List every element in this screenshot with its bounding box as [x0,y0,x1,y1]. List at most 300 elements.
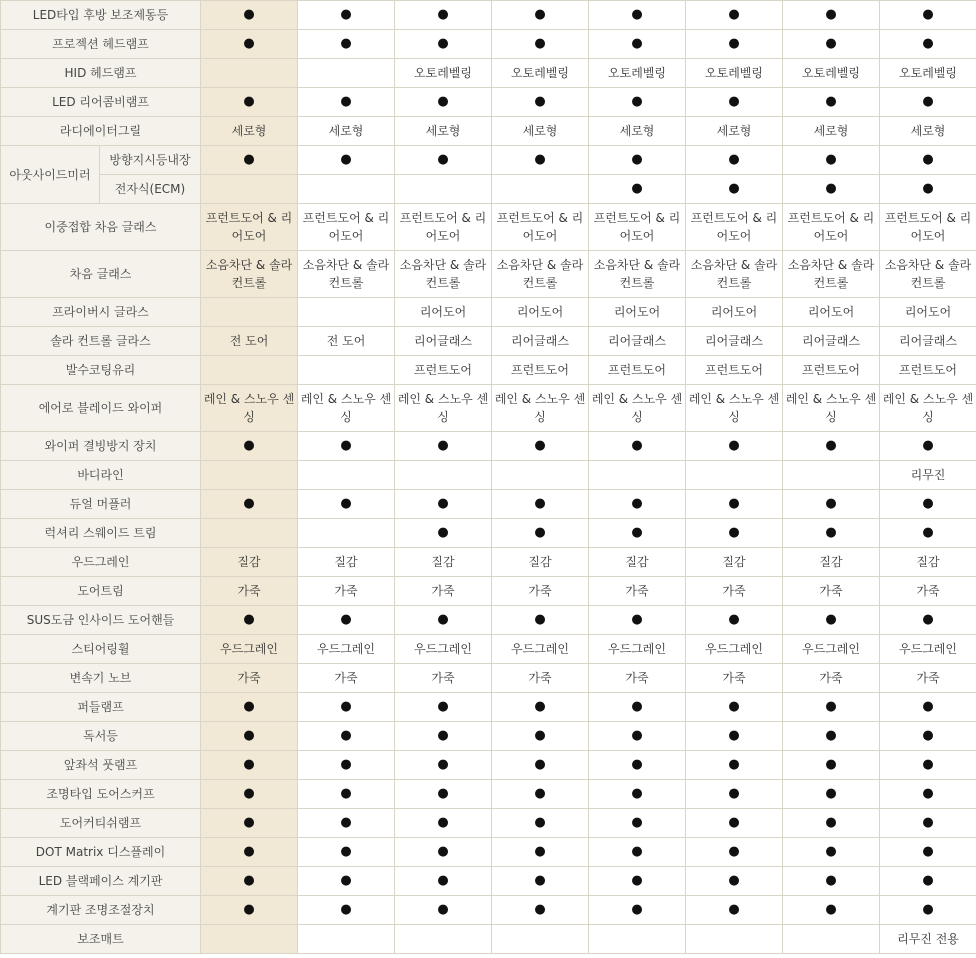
table-cell [783,925,880,954]
row-label: 프로젝션 헤드램프 [1,30,201,59]
table-cell: ● [589,693,686,722]
table-cell: ● [589,88,686,117]
row-label: 우드그레인 [1,548,201,577]
table-cell: ● [201,751,298,780]
table-cell: 우드그레인 [298,635,395,664]
table-cell: 세로형 [589,117,686,146]
table-cell: 레인 & 스노우 센싱 [492,385,589,432]
table-cell: 질감 [298,548,395,577]
table-cell: ● [395,693,492,722]
table-cell: 리어글래스 [492,327,589,356]
row-label: 독서등 [1,722,201,751]
table-cell [201,461,298,490]
row-label: 럭셔리 스웨이드 트림 [1,519,201,548]
table-cell [395,925,492,954]
table-row [1,327,976,356]
table-cell: ● [201,30,298,59]
table-cell: 리어도어 [589,298,686,327]
table-cell: 프런트도어 & 리어도어 [880,204,976,251]
table-cell [298,519,395,548]
table-cell: ● [783,693,880,722]
table-row [1,432,976,461]
table-cell: ● [395,722,492,751]
table-cell: ● [589,838,686,867]
table-cell: 리어도어 [880,298,976,327]
table-cell: 가죽 [589,577,686,606]
table-cell: 프런트도어 & 리어도어 [589,204,686,251]
table-cell: 질감 [783,548,880,577]
table-cell [492,461,589,490]
table-cell: 레인 & 스노우 센싱 [395,385,492,432]
row-label: 계기판 조명조절장치 [1,896,201,925]
table-row [1,490,976,519]
table-cell [201,519,298,548]
table-cell [201,298,298,327]
table-cell [298,298,395,327]
table-cell: ● [880,606,976,635]
table-cell: 오토레벨링 [492,59,589,88]
table-cell: ● [395,867,492,896]
table-cell: ● [201,896,298,925]
row-label: HID 헤드램프 [1,59,201,88]
table-cell: ● [492,432,589,461]
table-cell: 우드그레인 [589,635,686,664]
table-cell: 세로형 [880,117,976,146]
table-cell: ● [395,146,492,175]
table-cell: 우드그레인 [201,635,298,664]
table-cell: ● [589,432,686,461]
table-cell: 프런트도어 [686,356,783,385]
table-cell: 프런트도어 [880,356,976,385]
table-row [1,298,976,327]
table-cell [686,461,783,490]
table-cell: ● [783,88,880,117]
table-cell [298,59,395,88]
table-cell: ● [686,30,783,59]
table-cell: ● [686,896,783,925]
table-row [1,722,976,751]
row-label: 솔라 컨트롤 글라스 [1,327,201,356]
row-label: 프라이버시 글라스 [1,298,201,327]
table-cell: ● [880,146,976,175]
table-cell: ● [395,809,492,838]
table-cell: ● [395,30,492,59]
table-row [1,809,976,838]
table-cell: 세로형 [783,117,880,146]
table-cell [201,356,298,385]
table-cell: ● [589,146,686,175]
table-cell: ● [686,146,783,175]
table-cell: ● [880,432,976,461]
table-cell: 리어도어 [783,298,880,327]
row-label: LED 리어콤비램프 [1,88,201,117]
table-row [1,780,976,809]
table-cell: ● [686,519,783,548]
table-cell: 오토레벨링 [686,59,783,88]
table-cell: ● [395,896,492,925]
table-cell: 가죽 [201,664,298,693]
table-cell: 소음차단 & 솔라컨트롤 [395,251,492,298]
table-cell [589,925,686,954]
table-cell: 가죽 [492,664,589,693]
table-cell: ● [783,175,880,204]
table-cell: 가죽 [686,577,783,606]
table-cell: ● [298,146,395,175]
table-cell: ● [492,867,589,896]
table-row [1,867,976,896]
table-cell [201,925,298,954]
table-cell: ● [880,519,976,548]
table-cell: ● [589,867,686,896]
row-label: 바디라인 [1,461,201,490]
table-cell: 질감 [492,548,589,577]
table-cell: 레인 & 스노우 센싱 [686,385,783,432]
table-cell: 질감 [201,548,298,577]
table-cell: ● [298,809,395,838]
table-cell: 가죽 [395,577,492,606]
table-cell: 리어글래스 [395,327,492,356]
table-row [1,577,976,606]
table-cell: ● [298,693,395,722]
table-cell [298,356,395,385]
table-cell: 프런트도어 & 리어도어 [492,204,589,251]
table-cell: 세로형 [201,117,298,146]
table-cell: ● [589,175,686,204]
table-row [1,117,976,146]
table-cell: 가죽 [298,664,395,693]
table-cell [201,59,298,88]
table-row [1,519,976,548]
table-cell: 프런트도어 & 리어도어 [201,204,298,251]
table-cell: ● [686,88,783,117]
table-cell [298,461,395,490]
table-cell: 질감 [395,548,492,577]
table-cell: 전 도어 [201,327,298,356]
table-cell: ● [298,780,395,809]
table-cell: 리어도어 [686,298,783,327]
table-cell: 리어글래스 [880,327,976,356]
table-cell: ● [492,88,589,117]
table-cell: 리어글래스 [686,327,783,356]
table-cell: 가죽 [783,577,880,606]
table-cell: 리어도어 [395,298,492,327]
table-cell [298,175,395,204]
table-cell: ● [395,751,492,780]
table-row [1,548,976,577]
row-label: 차음 글래스 [1,251,201,298]
row-label: 에어로 블레이드 와이퍼 [1,385,201,432]
table-cell: ● [395,490,492,519]
table-cell: ● [686,693,783,722]
table-cell: ● [298,751,395,780]
table-cell: ● [201,780,298,809]
table-cell: ● [492,751,589,780]
table-cell: 레인 & 스노우 센싱 [298,385,395,432]
table-cell: ● [880,175,976,204]
table-row [1,606,976,635]
table-cell: 질감 [589,548,686,577]
table-cell: 세로형 [686,117,783,146]
table-cell: 리어도어 [492,298,589,327]
table-cell: ● [492,146,589,175]
row-label: 도어트림 [1,577,201,606]
table-cell [492,175,589,204]
table-row [1,1,976,30]
table-row [1,838,976,867]
table-row [1,251,976,298]
table-cell: ● [686,780,783,809]
spec-table-body [1,1,976,954]
table-row [1,896,976,925]
row-label: 와이퍼 결빙방지 장치 [1,432,201,461]
table-cell: ● [201,432,298,461]
table-cell: ● [395,432,492,461]
table-cell: ● [783,838,880,867]
table-cell: ● [880,722,976,751]
table-cell: ● [880,896,976,925]
table-cell: 소음차단 & 솔라컨트롤 [589,251,686,298]
table-cell: ● [880,30,976,59]
table-cell: ● [686,751,783,780]
table-cell: 레인 & 스노우 센싱 [201,385,298,432]
table-cell: 우드그레인 [492,635,589,664]
table-cell: 레인 & 스노우 센싱 [783,385,880,432]
table-cell: 세로형 [492,117,589,146]
table-cell: ● [395,1,492,30]
table-cell: 리어글래스 [783,327,880,356]
table-row [1,751,976,780]
row-label: 퍼들램프 [1,693,201,722]
row-label: 보조매트 [1,925,201,954]
table-cell: ● [783,490,880,519]
table-cell: ● [492,606,589,635]
table-cell: ● [880,867,976,896]
table-row [1,88,976,117]
table-cell: ● [201,146,298,175]
table-cell: 가죽 [298,577,395,606]
table-cell: ● [201,722,298,751]
table-cell: ● [880,838,976,867]
table-cell: ● [492,780,589,809]
table-cell: ● [298,30,395,59]
table-cell: ● [589,490,686,519]
table-cell: ● [589,606,686,635]
table-cell: ● [201,867,298,896]
table-cell: ● [783,432,880,461]
table-cell: 프런트도어 & 리어도어 [298,204,395,251]
table-cell: ● [880,490,976,519]
table-row [1,693,976,722]
table-cell: 가죽 [880,664,976,693]
table-cell: ● [783,751,880,780]
table-row [1,146,976,175]
table-cell: 프런트도어 [783,356,880,385]
table-cell: ● [298,432,395,461]
row-label: LED 블랙페이스 계기판 [1,867,201,896]
table-cell: 프런트도어 & 리어도어 [395,204,492,251]
table-cell: ● [783,722,880,751]
table-cell: ● [492,838,589,867]
row-label: 변속기 노브 [1,664,201,693]
table-cell: ● [783,1,880,30]
table-cell: ● [686,175,783,204]
table-cell: ● [686,606,783,635]
table-cell: ● [298,722,395,751]
table-cell: ● [783,780,880,809]
row-sub-label: 방향지시등내장 [100,146,201,175]
table-cell: ● [783,867,880,896]
table-cell: ● [589,809,686,838]
table-cell: ● [395,780,492,809]
row-label: 라디에이터그릴 [1,117,201,146]
table-cell: 리무진 전용 [880,925,976,954]
table-cell: 리무진 [880,461,976,490]
row-label: 조명타입 도어스커프 [1,780,201,809]
table-cell: ● [686,809,783,838]
table-cell: ● [783,519,880,548]
table-cell: 오토레벨링 [589,59,686,88]
table-cell: ● [686,490,783,519]
table-cell: ● [395,838,492,867]
table-cell: 가죽 [783,664,880,693]
table-cell: ● [201,1,298,30]
table-cell: 레인 & 스노우 센싱 [880,385,976,432]
table-cell: 리어글래스 [589,327,686,356]
row-label: 발수코팅유리 [1,356,201,385]
row-sub-label: 전자식(ECM) [100,175,201,204]
table-cell: 가죽 [201,577,298,606]
table-cell: 전 도어 [298,327,395,356]
table-cell: 소음차단 & 솔라컨트롤 [492,251,589,298]
table-cell: ● [880,1,976,30]
table-cell: ● [201,809,298,838]
table-cell: 가죽 [686,664,783,693]
table-cell: 프런트도어 [395,356,492,385]
table-cell: 우드그레인 [686,635,783,664]
table-cell: ● [589,780,686,809]
table-cell: ● [880,88,976,117]
table-cell: ● [298,896,395,925]
table-cell: 우드그레인 [880,635,976,664]
table-cell: 질감 [686,548,783,577]
table-cell: ● [783,896,880,925]
table-cell [589,461,686,490]
table-cell: ● [201,838,298,867]
table-cell: ● [783,146,880,175]
table-cell [686,925,783,954]
table-cell: ● [298,838,395,867]
table-cell: ● [589,896,686,925]
table-cell: 세로형 [298,117,395,146]
table-cell: ● [686,838,783,867]
table-cell: ● [492,519,589,548]
table-row [1,356,976,385]
table-row [1,664,976,693]
table-cell: ● [298,867,395,896]
table-cell: ● [880,780,976,809]
row-label: LED타입 후방 보조제동등 [1,1,201,30]
table-cell: ● [880,693,976,722]
table-cell: ● [686,1,783,30]
table-cell: ● [783,606,880,635]
table-cell: 소음차단 & 솔라컨트롤 [201,251,298,298]
row-label: 이중접합 차음 글래스 [1,204,201,251]
table-cell: ● [298,490,395,519]
table-row [1,30,976,59]
table-cell: ● [686,722,783,751]
table-cell: 레인 & 스노우 센싱 [589,385,686,432]
table-cell: ● [880,751,976,780]
table-row [1,461,976,490]
table-cell [201,175,298,204]
table-cell: 가죽 [880,577,976,606]
table-cell: 오토레벨링 [783,59,880,88]
table-cell: ● [686,432,783,461]
table-cell: ● [395,88,492,117]
table-cell: ● [201,88,298,117]
table-cell: ● [492,896,589,925]
table-cell [395,461,492,490]
table-cell: ● [298,88,395,117]
table-cell: 가죽 [395,664,492,693]
table-cell: ● [492,722,589,751]
row-label: 스티어링휠 [1,635,201,664]
table-cell: ● [686,867,783,896]
table-cell [783,461,880,490]
table-cell: ● [492,490,589,519]
row-label: 도어커티쉬램프 [1,809,201,838]
table-cell: ● [298,606,395,635]
table-cell: 소음차단 & 솔라컨트롤 [783,251,880,298]
table-row [1,925,976,954]
table-cell: ● [589,30,686,59]
table-cell: ● [201,606,298,635]
table-cell: ● [201,693,298,722]
table-cell: 가죽 [492,577,589,606]
table-cell: ● [201,490,298,519]
table-row [1,385,976,432]
table-cell: 세로형 [395,117,492,146]
table-cell [395,175,492,204]
table-cell [298,925,395,954]
table-cell: ● [880,809,976,838]
table-cell: 프런트도어 [589,356,686,385]
table-cell: 우드그레인 [783,635,880,664]
table-cell: ● [492,1,589,30]
table-cell: 가죽 [589,664,686,693]
table-cell: ● [395,519,492,548]
table-cell: 소음차단 & 솔라컨트롤 [880,251,976,298]
table-cell: 오토레벨링 [880,59,976,88]
table-cell: 프런트도어 & 리어도어 [686,204,783,251]
table-cell: ● [589,722,686,751]
table-cell: ● [492,809,589,838]
table-cell: ● [492,693,589,722]
table-cell: 프런트도어 & 리어도어 [783,204,880,251]
table-cell: ● [589,1,686,30]
table-cell: ● [589,519,686,548]
row-label: DOT Matrix 디스플레이 [1,838,201,867]
table-cell: ● [589,751,686,780]
table-cell: ● [783,809,880,838]
row-group-label: 아웃사이드미러 [1,146,100,204]
table-row [1,59,976,88]
row-label: SUS도금 인사이드 도어핸들 [1,606,201,635]
table-cell: ● [783,30,880,59]
row-label: 앞좌석 풋램프 [1,751,201,780]
table-cell: 오토레벨링 [395,59,492,88]
row-label: 듀얼 머플러 [1,490,201,519]
